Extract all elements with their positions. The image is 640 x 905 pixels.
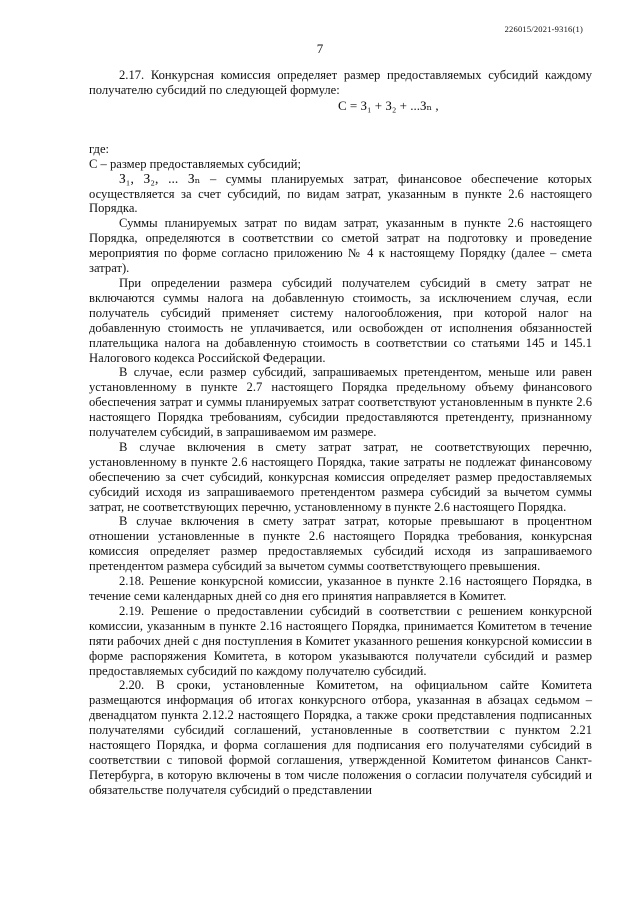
definition-c: С – размер предоставляемых субсидий;: [89, 156, 301, 171]
definition-z-symbols: З₁, З₂, ... Зₙ: [119, 170, 201, 186]
paragraph-nonconforming-costs: В случае включения в смету затрат затрат, не соответствующих перечню, установленному в пункте 2.6 настоящего Порядка, такие затраты не подлежат финансовому обеспечению за счет субсидий, конкурсная комиссия определяет размер предоставляемых субсидий исходя из запрашиваемого претендентом размера субсидий за вычетом суммы затрат, не соответствующих перечню, установленному в пункте 2.6 настоящего Порядка.: [89, 439, 592, 514]
page-number: 7: [316, 41, 324, 56]
formula-text: С = З₁ + З₂ + ...Зₙ ,: [338, 97, 439, 113]
paragraph-less-or-equal: В случае, если размер субсидий, запрашиваемых претендентом, меньше или равен установленному в пункте 2.7 настоящего Порядка предельному объему финансового обеспечения затрат и суммы планируемых затрат соответствуют установленным в пункте 2.6 настоящего Порядка требованиям, субсидии предоставляются претенденту, признанному получателем субсидий, в запрашиваемом им размере.: [89, 365, 592, 440]
paragraph-exceeding-costs: В случае включения в смету затрат затрат, которые превышают в процентном отношении установленные в пункте 2.6 настоящего Порядка требования, конкурсная комиссия определяет размер предоставляемых субсидий исходя из запрашиваемого претендентом размера субсидий за вычетом суммы соответствующего превышения.: [89, 514, 592, 574]
where-label: где:: [89, 141, 110, 156]
subsidy-formula: [89, 98, 592, 142]
paragraph-2-19: 2.19. Решение о предоставлении субсидий в соответствии с решением конкурсной комиссии, указанным в пункте 2.16 настоящего Порядка, принимается Комитетом в течение пяти рабочих дней с дня поступления в Комитет указанного решения конкурсной комиссии в форме распоряжения Комитета, в котором указываются получатели субсидий и размер предоставляемых субсидий по каждому получателю субсидий.: [89, 603, 592, 678]
paragraph-2-18: 2.18. Решение конкурсной комиссии, указанное в пункте 2.16 настоящего Порядка, в течение семи календарных дней со дня его принятия направляется в Комитет.: [89, 574, 592, 603]
paragraph-vat: При определении размера субсидий получателем субсидий в смету затрат не включаются суммы налога на добавленную стоимость, за исключением случая, если получатель субсидий применяет систему налогообложения, при которой налог на добавленную стоимость не уплачивается, или освобожден от исполнения обязанностей плательщика налога на добавленную стоимость в соответствии со статьями 145 и 145.1 Налогового кодекса Российской Федерации.: [89, 275, 592, 365]
definition-z-text: – суммы планируемых затрат, финансовое обеспечение которых осуществляется за счет субсидий, по видам затрат, указанным в пункте 2.6 настоящего Порядка.: [89, 171, 592, 216]
document-body: [89, 68, 592, 798]
document-id: 226015/2021-9316(1): [504, 24, 583, 34]
paragraph-2-17: 2.17. Конкурсная комиссия определяет размер предоставляемых субсидий каждому получателю субсидий по следующей формуле:: [89, 68, 592, 97]
paragraph-planned-costs: Суммы планируемых затрат по видам затрат, указанным в пункте 2.6 настоящего Порядка, определяются в соответствии со сметой затрат на подготовку и проведение мероприятия по форме согласно приложению № 4 к настоящему Порядку (далее – смета затрат).: [89, 216, 592, 276]
definition-z: [89, 172, 592, 217]
paragraph-2-20: 2.20. В сроки, установленные Комитетом, на официальном сайте Комитета размещаются информация об итогах конкурсного отбора, указанная в абзацах седьмом – двенадцатом пункта 2.12.2 настоящего Порядка, а также сроки представления подписанных получателями субсидий соглашений, установленные в соответствии с пунктом 2.21 настоящего Порядка, и форма соглашения для подписания его получателями субсидий в соответствии с типовой формой соглашения, утвержденной Комитетом финансов Санкт-Петербурга, в которую включены в том числе положения о согласии получателя субсидий и обязательстве получателя субсидий о представлении: [89, 678, 592, 797]
